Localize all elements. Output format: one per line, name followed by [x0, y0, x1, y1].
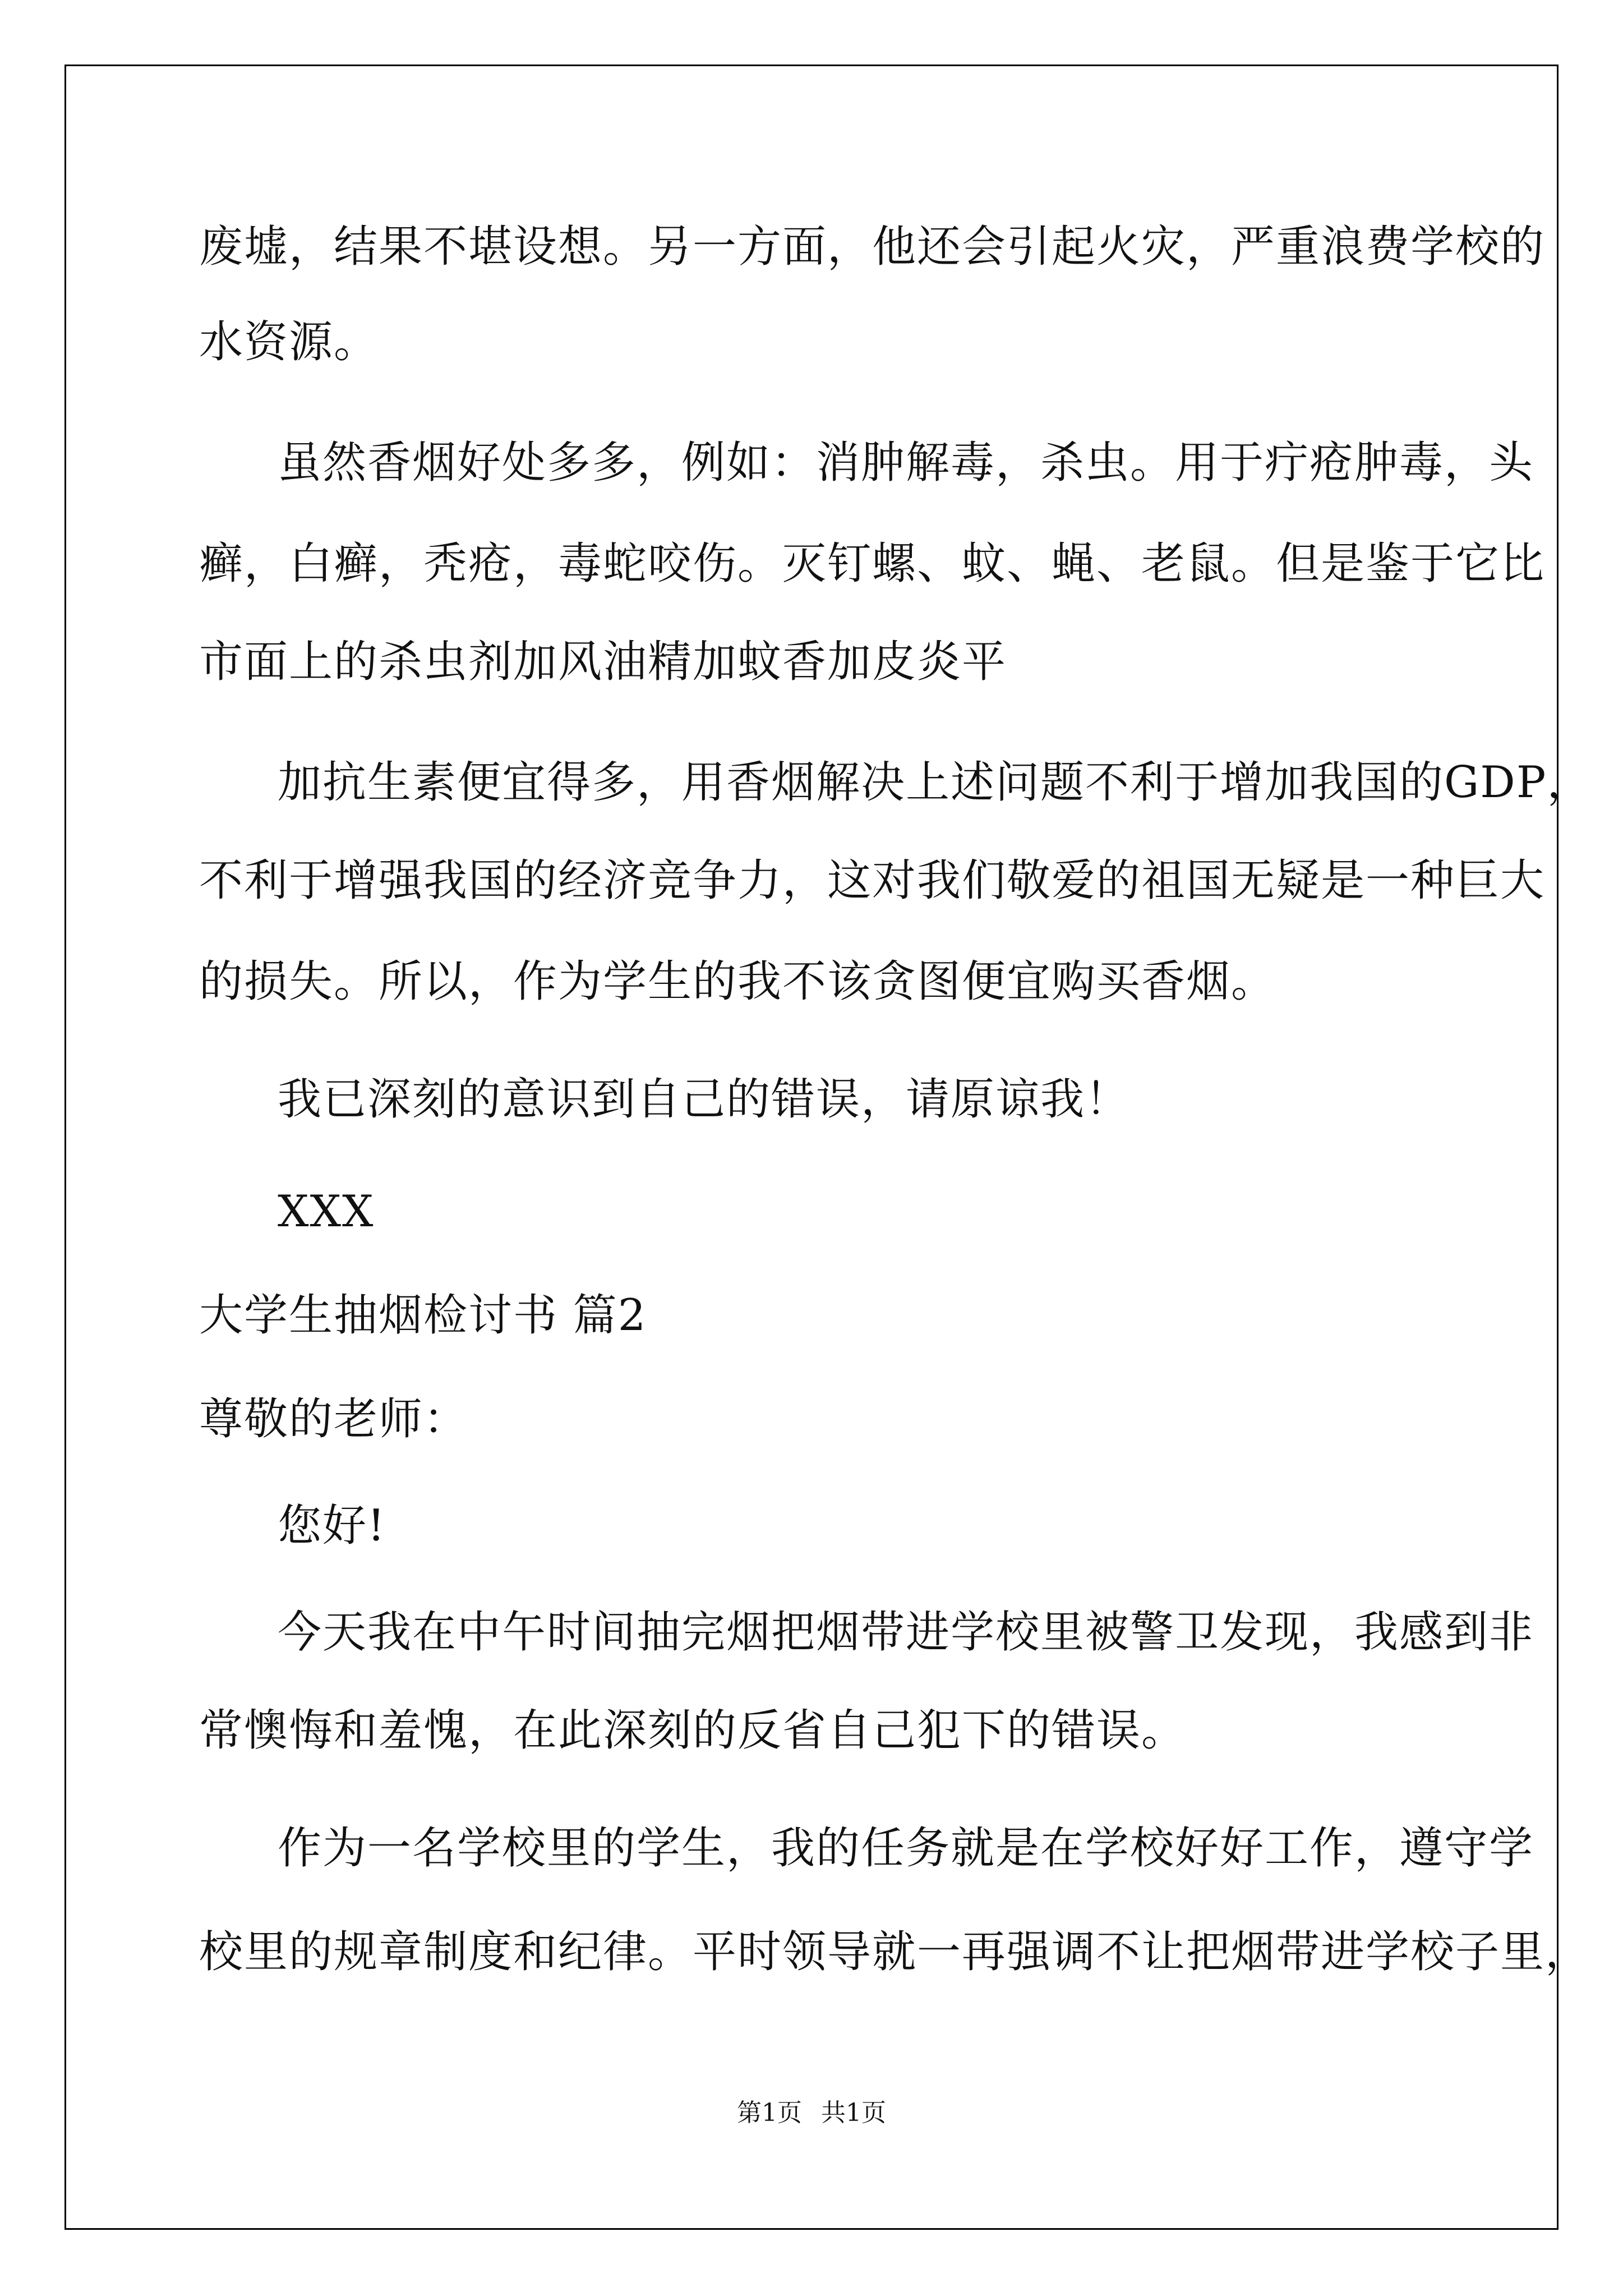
paragraph-first-line: 加抗生素便宜得多，用香烟解决上述问题不利于增加我国的GDP， — [278, 757, 1592, 808]
paragraph-first-line: 我已深刻的意识到自己的错误，请原谅我！ — [278, 1074, 1131, 1125]
paragraph-first-line: 作为一名学校里的学生，我的任务就是在学校好好工作，遵守学 — [278, 1823, 1534, 1874]
body-line: 不利于增强我国的经济竞争力，这对我们敬爱的祖国无疑是一种巨大 — [199, 855, 1546, 906]
body-line: 废墟，结果不堪设想。另一方面，他还会引起火灾，严重浪费学校的 — [199, 222, 1546, 272]
body-line: 水资源。 — [199, 317, 379, 367]
section-heading: 大学生抽烟检讨书 篇2 — [199, 1290, 647, 1341]
body-line: 常懊悔和羞愧，在此深刻的反省自己犯下的错误。 — [199, 1705, 1187, 1756]
paragraph-first-line: 今天我在中午时间抽完烟把烟带进学校里被警卫发现，我感到非 — [278, 1607, 1534, 1658]
body-line: 的损失。所以，作为学生的我不该贪图便宜购买香烟。 — [199, 956, 1276, 1007]
page-number: 第1页 — [737, 2099, 802, 2127]
page-frame — [64, 65, 1559, 2230]
salutation: 尊敬的老师： — [199, 1394, 469, 1444]
signature: XXX — [278, 1186, 375, 1237]
paragraph-first-line: 虽然香烟好处多多，例如：消肿解毒，杀虫。用于疔疮肿毒，头 — [278, 438, 1534, 488]
page-footer — [0, 2096, 1623, 2130]
page-total: 共1页 — [821, 2099, 886, 2127]
body-line: 癣，白癣，秃疮，毒蛇咬伤。灭钉螺、蚊、蝇、老鼠。但是鉴于它比 — [199, 539, 1546, 589]
body-line: 市面上的杀虫剂加风油精加蚊香加皮炎平 — [199, 637, 1007, 687]
body-line: 校里的规章制度和纪律。平时领导就一再强调不让把烟带进学校子里， — [199, 1927, 1590, 1977]
greeting: 您好! — [278, 1501, 386, 1551]
